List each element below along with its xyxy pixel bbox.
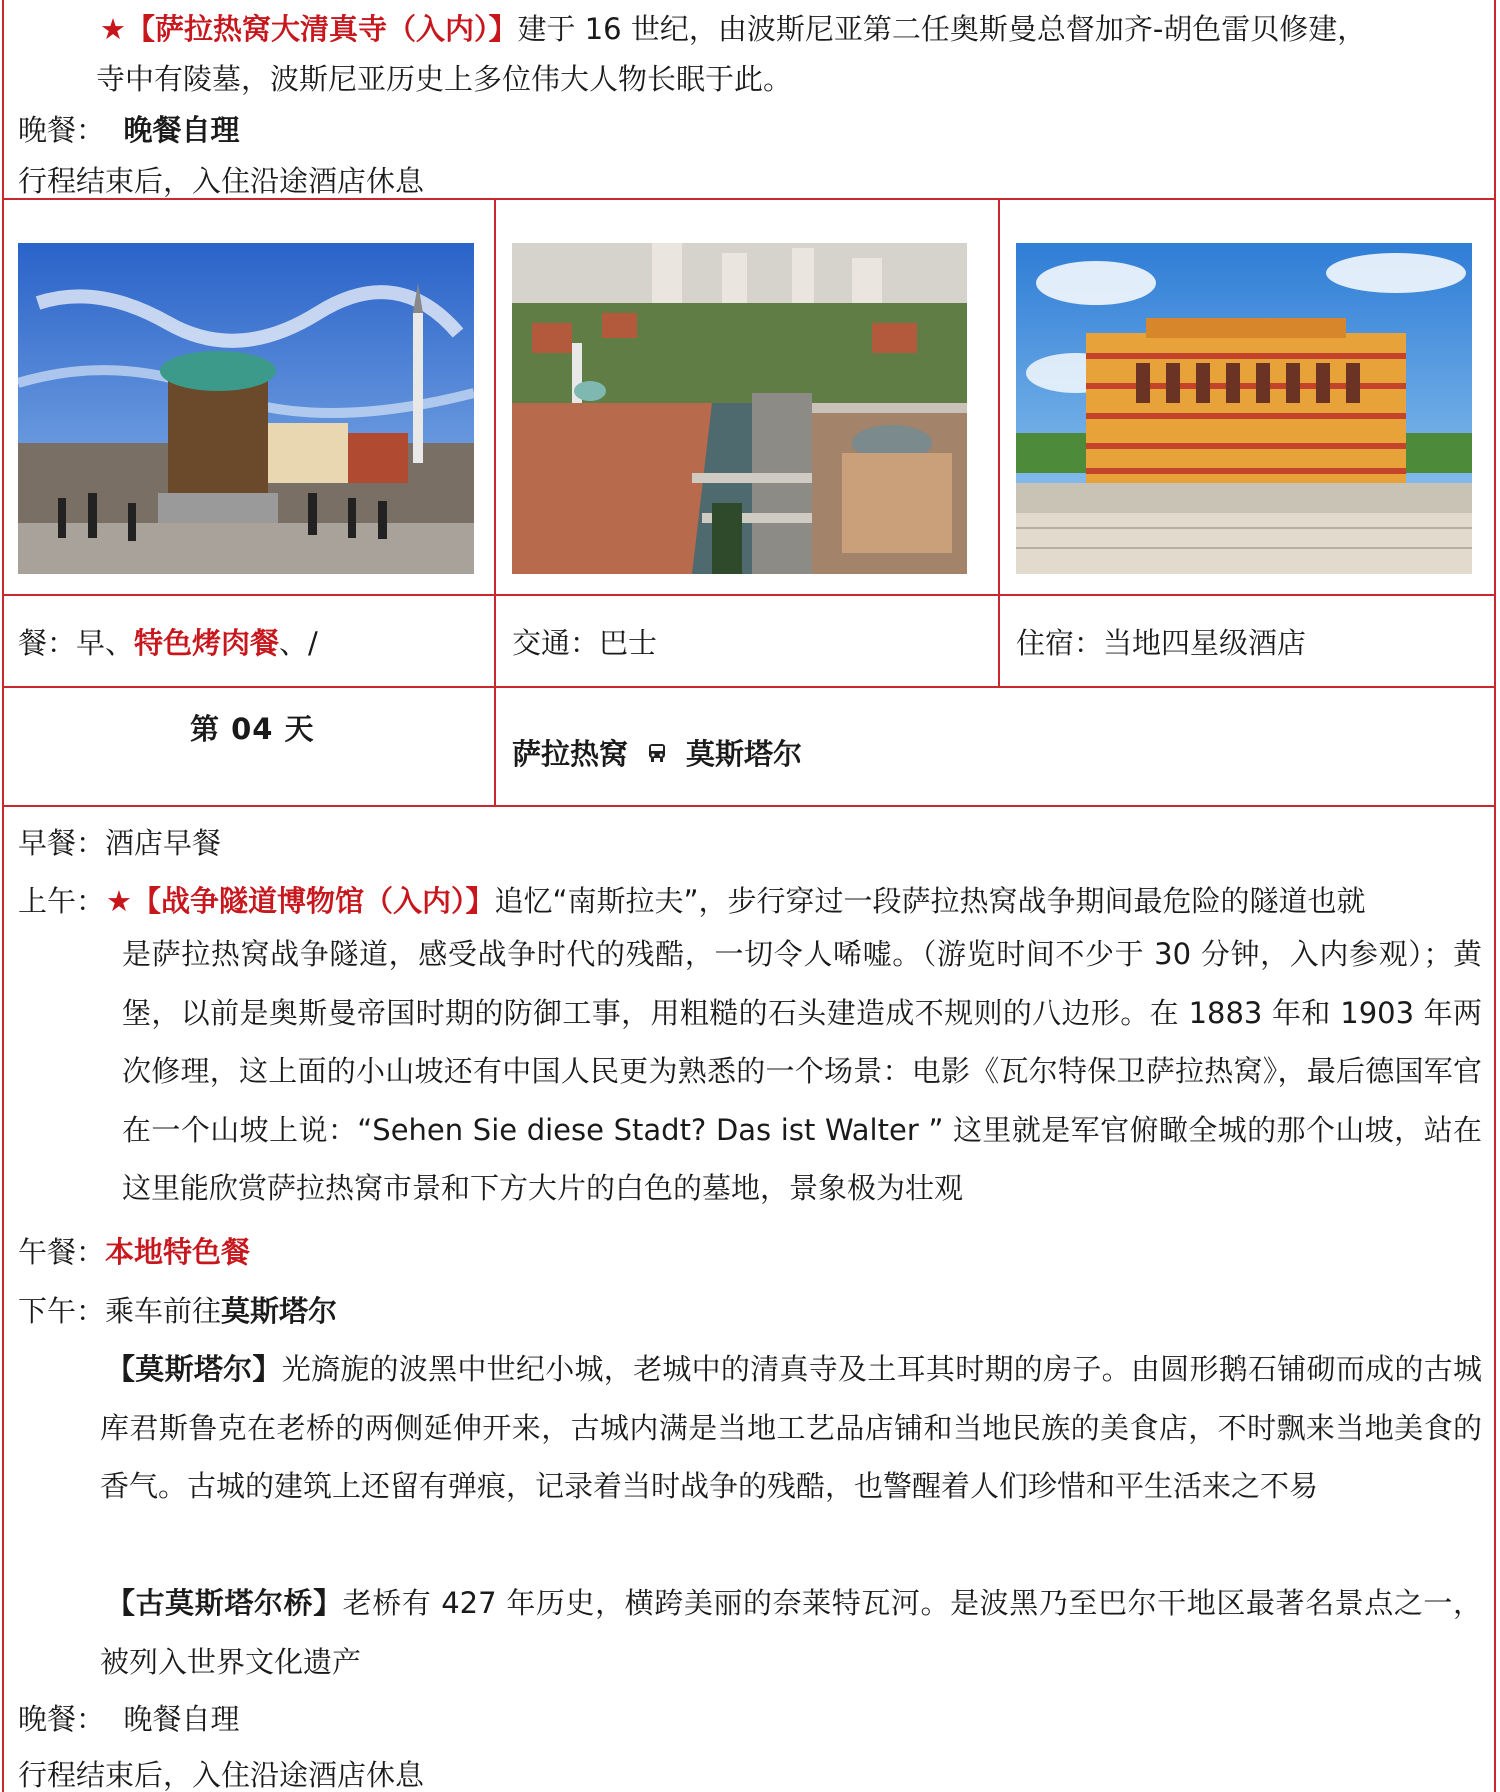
day-dinner-value: 晚餐自理 bbox=[123, 1702, 240, 1736]
bus-icon bbox=[648, 743, 666, 763]
day-title: 第 04 天 bbox=[190, 712, 315, 746]
breakfast-line: 早餐：酒店早餐 bbox=[18, 826, 222, 860]
bridge-description: 老桥有 427 年历史，横跨美丽的奈莱特瓦河。是波黑乃至巴尔干地区最著名景点之一，被列入世界文化遗产 bbox=[100, 1586, 1482, 1679]
route-from: 萨拉热窝 bbox=[512, 737, 629, 771]
row-divider bbox=[2, 198, 1496, 200]
tunnel-first-line bbox=[106, 884, 1366, 918]
tunnel-description: 是萨拉热窝战争隧道，感受战争时代的残酷，一切令人唏嘘。（游览时间不少于 30 分钟，入内参观）；黄堡，以前是奥斯曼帝国时期的防御工事，用粗糙的石头建造成不规则的八边形。在 1883 年和 1903 年两次修理，这上面的小山坡还有中国人民更为熟悉的一个场景：电影《瓦尔特保卫萨拉热窝》，最后德国军官在一个山坡上说：“Sehen Sie diese Stadt? Das ist Walter ” 这里就是军官俯瞰全城的那个山坡，站在这里能欣赏萨拉热窝市景和下方大片的白色的墓地，景象极为壮观 bbox=[122, 937, 1482, 1205]
meals-suffix: 、/ bbox=[279, 626, 318, 660]
day-dinner-label: 晚餐： bbox=[18, 1702, 106, 1736]
city-hall-photo bbox=[1016, 243, 1472, 574]
sarajevo-city-view-photo bbox=[512, 243, 967, 574]
column-divider bbox=[494, 198, 496, 805]
bridge-paragraph bbox=[100, 1574, 1482, 1691]
sebilj-fountain-photo bbox=[18, 243, 474, 574]
dinner-line bbox=[18, 113, 239, 147]
day-dinner-line bbox=[18, 1702, 239, 1736]
stay-note: 行程结束后，入住沿途酒店休息 bbox=[18, 164, 425, 198]
mosque-title: ★【萨拉热窝大清真寺（入内）】 bbox=[100, 12, 518, 46]
meals-cell bbox=[18, 626, 318, 660]
transport-cell: 交通：巴士 bbox=[512, 626, 658, 660]
lunch-line bbox=[18, 1235, 250, 1269]
column-divider bbox=[998, 198, 1000, 686]
dinner-value: 晚餐自理 bbox=[123, 113, 240, 147]
bridge-title: 【古莫斯塔尔桥】 bbox=[106, 1586, 343, 1620]
row-divider bbox=[2, 686, 1496, 688]
morning-label: 上午： bbox=[18, 884, 106, 918]
tunnel-desc-start: 追忆“南斯拉夫”，步行穿过一段萨拉热窝战争期间最危险的隧道也就 bbox=[494, 884, 1366, 918]
mosque-intro-line bbox=[100, 12, 1366, 46]
afternoon-destination: 莫斯塔尔 bbox=[221, 1294, 338, 1328]
route bbox=[512, 732, 802, 773]
row-divider bbox=[2, 805, 1496, 807]
mosque-description: 建于 16 世纪，由波斯尼亚第二任奥斯曼总督加齐-胡色雷贝修建， bbox=[517, 12, 1367, 46]
lunch-label: 午餐： bbox=[18, 1235, 106, 1269]
lodging-cell: 住宿：当地四星级酒店 bbox=[1016, 626, 1307, 660]
tunnel-title: ★【战争隧道博物馆（入内）】 bbox=[106, 884, 495, 918]
row-divider bbox=[2, 594, 1496, 596]
afternoon-label: 下午： bbox=[18, 1294, 106, 1328]
lunch-value: 本地特色餐 bbox=[105, 1235, 251, 1269]
meals-prefix: 餐：早、 bbox=[18, 626, 135, 660]
mosque-description-cont: 寺中有陵墓，波斯尼亚历史上多位伟大人物长眠于此。 bbox=[96, 62, 793, 96]
meals-special: 特色烤肉餐 bbox=[134, 626, 280, 660]
afternoon-line bbox=[18, 1294, 337, 1328]
route-to: 莫斯塔尔 bbox=[686, 737, 803, 771]
mostar-title: 【莫斯塔尔】 bbox=[106, 1352, 282, 1386]
mostar-paragraph bbox=[100, 1340, 1482, 1516]
day-stay-note: 行程结束后，入住沿途酒店休息 bbox=[18, 1758, 425, 1792]
afternoon-text: 乘车前往 bbox=[105, 1294, 222, 1328]
mostar-description: 光旖旎的波黑中世纪小城，老城中的清真寺及土耳其时期的房子。由圆形鹅石铺砌而成的古城库君斯鲁克在老桥的两侧延伸开来，古城内满是当地工艺品店铺和当地民族的美食店，不时飘来当地美食的香气。古城的建筑上还留有弹痕，记录着当时战争的残酷，也警醒着人们珍惜和平生活来之不易 bbox=[100, 1352, 1482, 1503]
dinner-label: 晚餐： bbox=[18, 113, 106, 147]
